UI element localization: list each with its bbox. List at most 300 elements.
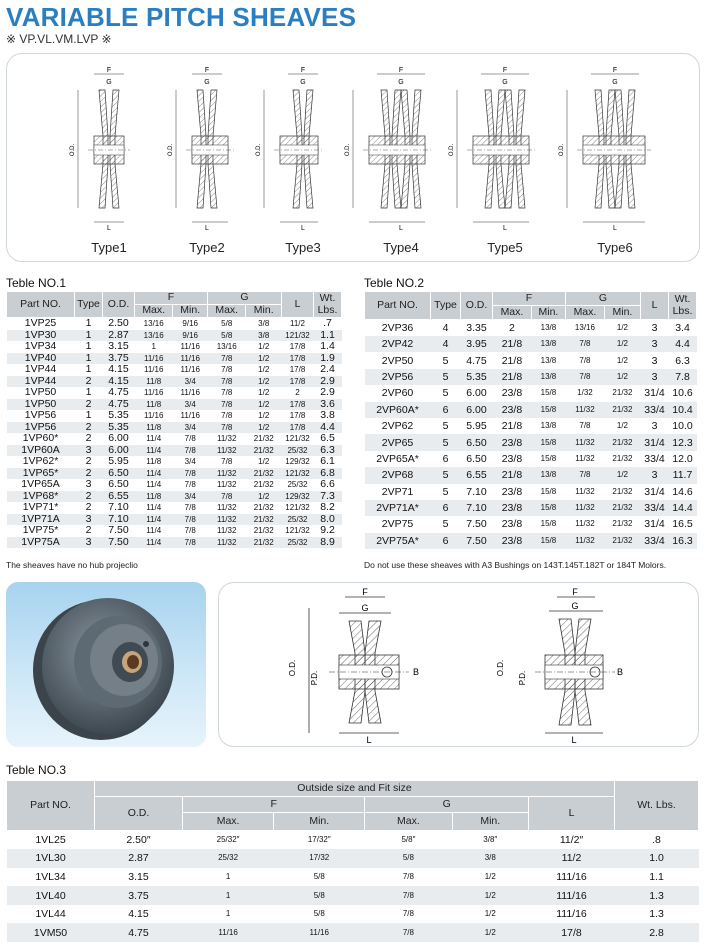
table2-cell: 7/8 bbox=[566, 418, 605, 434]
table1-cell: 6.50 bbox=[103, 468, 135, 480]
table1-cell: 7/8 bbox=[173, 468, 208, 480]
table3-cell: 111/16 bbox=[529, 886, 615, 905]
table2-cell: 21/8 bbox=[493, 352, 532, 368]
table2-cell: 21/8 bbox=[493, 369, 532, 385]
table1-cell: 1 bbox=[75, 364, 103, 376]
table2-header-wt: Wt. Lbs. bbox=[669, 292, 697, 320]
table2-header-f-min: Min. bbox=[531, 306, 565, 320]
svg-text:G: G bbox=[398, 79, 404, 86]
table2-cell: 15/8 bbox=[531, 484, 565, 500]
table3-cell: 7/8 bbox=[365, 886, 452, 905]
table2-cell: 33/4 bbox=[641, 451, 669, 467]
table3-cell: .8 bbox=[615, 831, 699, 850]
table1-cell: 1 bbox=[135, 341, 173, 353]
table2-row bbox=[365, 320, 697, 337]
table1-cell: 1VP50 bbox=[7, 399, 75, 411]
table2-cell: 7.10 bbox=[461, 500, 493, 516]
table2-cell: 15/8 bbox=[531, 451, 565, 467]
table3-header-g-max: Max. bbox=[365, 813, 452, 831]
table2-cell: 10.6 bbox=[669, 385, 697, 401]
table2-cell: 7.8 bbox=[669, 369, 697, 385]
table1-cell: 13/16 bbox=[208, 341, 246, 353]
table2-cell: 3 bbox=[641, 418, 669, 434]
table1-cell: 17/8 bbox=[282, 410, 314, 422]
table3-cell: 3/8 bbox=[452, 849, 528, 868]
table1-row bbox=[7, 433, 342, 445]
table2-cell: 11/32 bbox=[566, 516, 605, 532]
table1-cell: 11/4 bbox=[135, 537, 173, 549]
svg-text:G: G bbox=[300, 79, 306, 86]
table2-cell: 2VP60A* bbox=[365, 402, 431, 418]
table1-header-g: G bbox=[208, 292, 282, 305]
table2-cell: 23/8 bbox=[493, 533, 532, 549]
table2-row bbox=[365, 484, 697, 500]
table2-cell: 1/2 bbox=[604, 369, 640, 385]
table1-cell: 17/8 bbox=[282, 364, 314, 376]
table3-header-l: L bbox=[529, 797, 615, 831]
table2-cell: 14.4 bbox=[669, 500, 697, 516]
table1-row bbox=[7, 353, 342, 365]
table1-cell: 21/32 bbox=[246, 479, 282, 491]
table2-cell: 6.00 bbox=[461, 385, 493, 401]
table1-header-g-max: Max. bbox=[208, 305, 246, 318]
table2-cell: 5 bbox=[431, 434, 461, 450]
table1-cell: 1VP56 bbox=[7, 410, 75, 422]
table3-cell: 1/2 bbox=[452, 905, 528, 924]
table2-cell: 6 bbox=[431, 533, 461, 549]
table2-cell: 5 bbox=[431, 467, 461, 483]
table2-cell: 23/8 bbox=[493, 385, 532, 401]
svg-text:F: F bbox=[398, 67, 404, 74]
table1-cell: 1/2 bbox=[246, 491, 282, 503]
table1-cell: 11/8 bbox=[135, 399, 173, 411]
type-drawing-svg bbox=[345, 58, 451, 238]
type-drawing-svg bbox=[253, 58, 353, 238]
table1-cell: 11/16 bbox=[135, 353, 173, 365]
table1-cell: 3/8 bbox=[246, 318, 282, 330]
table2-cell: 1/32 bbox=[566, 385, 605, 401]
table3-cell: 1/2 bbox=[452, 868, 528, 887]
table3-cell: 1VL40 bbox=[7, 886, 95, 905]
table1-cell: 1VP44 bbox=[7, 376, 75, 388]
table2 bbox=[364, 291, 697, 549]
page-subtitle: ※ VP.VL.VM.LVP ※ bbox=[6, 32, 112, 46]
table1-cell: 17/8 bbox=[282, 376, 314, 388]
table1-cell: 11/16 bbox=[173, 353, 208, 365]
table1-cell: 4.15 bbox=[103, 364, 135, 376]
sec2-pd-label: P.D. bbox=[518, 670, 527, 686]
table2-cell: 2VP65A* bbox=[365, 451, 431, 467]
table2-cell: 15/8 bbox=[531, 516, 565, 532]
table1-cell: 21/32 bbox=[246, 525, 282, 537]
table2-cell: 11/32 bbox=[566, 451, 605, 467]
table1-cell: 11/32 bbox=[208, 445, 246, 457]
table2-header-f-max: Max. bbox=[493, 306, 532, 320]
table2-cell: 10.0 bbox=[669, 418, 697, 434]
table1-cell: 1VP60A bbox=[7, 445, 75, 457]
table1-cell: 1/2 bbox=[246, 364, 282, 376]
table3-header-f-min: Min. bbox=[274, 813, 365, 831]
table1-cell: 11/16 bbox=[135, 410, 173, 422]
svg-text:G: G bbox=[204, 79, 210, 86]
svg-text:L: L bbox=[107, 225, 111, 232]
table3-cell: 11/16 bbox=[183, 923, 274, 942]
table2-cell: 2VP68 bbox=[365, 467, 431, 483]
svg-text:G: G bbox=[502, 79, 508, 86]
table1-cell: 4.4 bbox=[314, 422, 342, 434]
table2-cell: 21/32 bbox=[604, 500, 640, 516]
table1-cell: 11/16 bbox=[173, 364, 208, 376]
table2-cell: 11.7 bbox=[669, 467, 697, 483]
table3-cell: 4.75 bbox=[95, 923, 183, 942]
table1-cell: 7/8 bbox=[208, 456, 246, 468]
table1-cell: 21/32 bbox=[246, 514, 282, 526]
table3-cell: 1VM50 bbox=[7, 923, 95, 942]
svg-text:L: L bbox=[301, 225, 305, 232]
table2-cell: 1/2 bbox=[604, 418, 640, 434]
table2-cell: 10.4 bbox=[669, 402, 697, 418]
table2-cell: 7.10 bbox=[461, 484, 493, 500]
table2-cell: 2VP62 bbox=[365, 418, 431, 434]
table2-cell: 33/4 bbox=[641, 533, 669, 549]
table2-cell: 23/8 bbox=[493, 500, 532, 516]
table3-cell: 1.0 bbox=[615, 849, 699, 868]
table2-row bbox=[365, 352, 697, 368]
table1-cell: 3/4 bbox=[173, 399, 208, 411]
table3-row bbox=[7, 923, 699, 942]
table1-cell: 2 bbox=[75, 422, 103, 434]
table1-cell: 4.15 bbox=[103, 376, 135, 388]
table1-cell: 3 bbox=[75, 537, 103, 549]
table1-cell: 3/4 bbox=[173, 376, 208, 388]
sheave-photo-image bbox=[6, 582, 206, 747]
svg-text:O.D.: O.D. bbox=[345, 143, 351, 157]
table1-cell: 1VP40 bbox=[7, 353, 75, 365]
table1-cell: 9.2 bbox=[314, 525, 342, 537]
svg-text:F: F bbox=[204, 67, 210, 74]
svg-text:O.D.: O.D. bbox=[256, 143, 262, 157]
table1-cell: 5.35 bbox=[103, 410, 135, 422]
table1-cell: 1 bbox=[75, 410, 103, 422]
type-label: Type2 bbox=[189, 240, 225, 255]
sheave-types-panel bbox=[6, 53, 700, 262]
table1-row bbox=[7, 376, 342, 388]
table1-cell: 129/32 bbox=[282, 491, 314, 503]
table2-cell: 7/8 bbox=[566, 467, 605, 483]
table2-row bbox=[365, 418, 697, 434]
table1-cell: 1.4 bbox=[314, 341, 342, 353]
table1-note: The sheaves have no hub projeclio bbox=[6, 560, 138, 570]
type-drawing bbox=[253, 58, 353, 258]
table1-caption: Teble NO.1 bbox=[6, 276, 67, 290]
table2-cell: 5.35 bbox=[461, 369, 493, 385]
table1-cell: 11/4 bbox=[135, 433, 173, 445]
table2-header-type: Type bbox=[431, 292, 461, 320]
table3-cell: 17/8 bbox=[529, 923, 615, 942]
table3-cell: 17/32 bbox=[274, 849, 365, 868]
sec2-od-label: O.D. bbox=[496, 659, 505, 677]
table2-cell: 3 bbox=[641, 352, 669, 368]
table1-cell: 6.3 bbox=[314, 445, 342, 457]
table3-cell: 1VL30 bbox=[7, 849, 95, 868]
table2-cell: 23/8 bbox=[493, 434, 532, 450]
table3-cell: 4.15 bbox=[95, 905, 183, 924]
table1-cell: 1VP75* bbox=[7, 525, 75, 537]
section-drawings-panel bbox=[218, 582, 699, 747]
sec1-od-label: O.D. bbox=[288, 659, 297, 677]
table2-cell: 11/32 bbox=[566, 484, 605, 500]
table2-header-l: L bbox=[641, 292, 669, 320]
table1-cell: 3/4 bbox=[173, 422, 208, 434]
table1-cell: 3/4 bbox=[173, 491, 208, 503]
table1-cell: 11/32 bbox=[208, 502, 246, 514]
table1-row bbox=[7, 330, 342, 342]
table1-cell: 3.8 bbox=[314, 410, 342, 422]
table3-cell: 3/8″ bbox=[452, 831, 528, 850]
table1-cell: 2 bbox=[75, 502, 103, 514]
table1-row bbox=[7, 341, 342, 353]
sec1-b-label: B bbox=[413, 667, 420, 677]
table2-cell: 3.35 bbox=[461, 320, 493, 337]
table1-row bbox=[7, 364, 342, 376]
table2-cell: 21/32 bbox=[604, 434, 640, 450]
table2-cell: 5.95 bbox=[461, 418, 493, 434]
table1-header-f-max: Max. bbox=[135, 305, 173, 318]
table1-cell: 21/32 bbox=[246, 468, 282, 480]
table1-cell: 7/8 bbox=[208, 399, 246, 411]
table2-cell: 6 bbox=[431, 500, 461, 516]
table3-cell: 1VL25 bbox=[7, 831, 95, 850]
table3-header-outside: Outside size and Fit size bbox=[95, 781, 615, 797]
table1-cell: 121/32 bbox=[282, 525, 314, 537]
type-label: Type3 bbox=[285, 240, 321, 255]
table1-cell: 7/8 bbox=[173, 445, 208, 457]
table1-cell: 121/32 bbox=[282, 468, 314, 480]
table2-row bbox=[365, 516, 697, 532]
table1-cell: 2.87 bbox=[103, 330, 135, 342]
table1-cell: 11/16 bbox=[135, 364, 173, 376]
table2-cell: 12.0 bbox=[669, 451, 697, 467]
table1-cell: 25/32 bbox=[282, 514, 314, 526]
table1-cell: 11/8 bbox=[135, 491, 173, 503]
table1-cell: 7/8 bbox=[208, 364, 246, 376]
type-label: Type6 bbox=[597, 240, 633, 255]
table1-cell: 11/8 bbox=[135, 456, 173, 468]
table3-row bbox=[7, 886, 699, 905]
table2-cell: 21/8 bbox=[493, 336, 532, 352]
table1-row bbox=[7, 456, 342, 468]
table3-cell: 111/16 bbox=[529, 868, 615, 887]
table1-cell: 121/32 bbox=[282, 433, 314, 445]
table1-cell: 2 bbox=[75, 491, 103, 503]
table2-cell: 2 bbox=[493, 320, 532, 337]
table3-row bbox=[7, 849, 699, 868]
table2-cell: 6 bbox=[431, 402, 461, 418]
table2-cell: 5 bbox=[431, 385, 461, 401]
table1-cell: 6.50 bbox=[103, 479, 135, 491]
table3-cell: 1.3 bbox=[615, 905, 699, 924]
table1-cell: 13/16 bbox=[135, 330, 173, 342]
table1-cell: 6.1 bbox=[314, 456, 342, 468]
table3-cell: 1/2 bbox=[452, 886, 528, 905]
svg-text:F: F bbox=[300, 67, 306, 74]
table1-header-f: F bbox=[135, 292, 208, 305]
table2-header-g: G bbox=[566, 292, 641, 306]
table2-cell: 3.95 bbox=[461, 336, 493, 352]
type-drawing bbox=[59, 58, 159, 258]
table1-cell: 6.5 bbox=[314, 433, 342, 445]
table1-cell: 1VP30 bbox=[7, 330, 75, 342]
table3-header-f: F bbox=[183, 797, 365, 813]
table2-cell: 1/2 bbox=[604, 320, 640, 337]
table3-cell: 2.50″ bbox=[95, 831, 183, 850]
table2-cell: 23/8 bbox=[493, 402, 532, 418]
table1-cell: 2 bbox=[75, 399, 103, 411]
table2-cell: 2VP50 bbox=[365, 352, 431, 368]
table2-cell: 13/8 bbox=[531, 352, 565, 368]
table2-row bbox=[365, 500, 697, 516]
table2-cell: 7/8 bbox=[566, 352, 605, 368]
table2-cell: 6.50 bbox=[461, 451, 493, 467]
table2-cell: 16.5 bbox=[669, 516, 697, 532]
table2-cell: 6.55 bbox=[461, 467, 493, 483]
table3-cell: 1/2 bbox=[452, 923, 528, 942]
table2-cell: 12.3 bbox=[669, 434, 697, 450]
table2-header-part: Part NO. bbox=[365, 292, 431, 320]
table1-cell: 11/4 bbox=[135, 514, 173, 526]
table1-cell: 7/8 bbox=[208, 422, 246, 434]
table1-cell: 1VP50 bbox=[7, 387, 75, 399]
table2-cell: 14.6 bbox=[669, 484, 697, 500]
sec2-b-label: B bbox=[617, 667, 624, 677]
table2-cell: 3 bbox=[641, 369, 669, 385]
table2-cell: 21/8 bbox=[493, 418, 532, 434]
table2-cell: 5 bbox=[431, 516, 461, 532]
table1-cell: 7/8 bbox=[208, 387, 246, 399]
table1-cell: 17/8 bbox=[282, 422, 314, 434]
svg-text:O.D.: O.D. bbox=[168, 143, 174, 157]
table1-cell: 25/32 bbox=[282, 445, 314, 457]
table3-cell: 7/8 bbox=[365, 923, 452, 942]
table1-cell: 9/16 bbox=[173, 318, 208, 330]
table1-cell: .7 bbox=[314, 318, 342, 330]
table1-header-l: L bbox=[282, 292, 314, 318]
table2-cell: 2VP60 bbox=[365, 385, 431, 401]
table3-cell: 5/8 bbox=[365, 849, 452, 868]
table1-cell: 7.50 bbox=[103, 525, 135, 537]
table2-cell: 2VP56 bbox=[365, 369, 431, 385]
table2-cell: 4 bbox=[431, 320, 461, 337]
table2-cell: 4.75 bbox=[461, 352, 493, 368]
table1-row bbox=[7, 479, 342, 491]
table1-header-od: O.D. bbox=[103, 292, 135, 318]
table2-cell: 21/32 bbox=[604, 385, 640, 401]
table1-cell: 6.55 bbox=[103, 491, 135, 503]
table2-cell: 7/8 bbox=[566, 369, 605, 385]
table1-cell: 11/32 bbox=[208, 433, 246, 445]
table1-cell: 8.9 bbox=[314, 537, 342, 549]
table2-row bbox=[365, 336, 697, 352]
svg-text:F: F bbox=[502, 67, 508, 74]
table1-cell: 11/16 bbox=[135, 387, 173, 399]
table3-cell: 111/16 bbox=[529, 905, 615, 924]
table2-cell: 2VP42 bbox=[365, 336, 431, 352]
table1-cell: 25/32 bbox=[282, 479, 314, 491]
table1 bbox=[6, 291, 342, 548]
type-drawing bbox=[559, 58, 665, 258]
table2-row bbox=[365, 385, 697, 401]
table1-cell: 9/16 bbox=[173, 330, 208, 342]
table1-cell: 1VP65* bbox=[7, 468, 75, 480]
table3-cell: 2.87 bbox=[95, 849, 183, 868]
table2-cell: 15/8 bbox=[531, 533, 565, 549]
table3-cell: 2.8 bbox=[615, 923, 699, 942]
table3-cell: 1VL44 bbox=[7, 905, 95, 924]
table1-cell: 11/32 bbox=[208, 479, 246, 491]
table2-cell: 11/32 bbox=[566, 434, 605, 450]
table1-cell: 5.95 bbox=[103, 456, 135, 468]
table1-cell: 11/4 bbox=[135, 479, 173, 491]
table3-cell: 17/32″ bbox=[274, 831, 365, 850]
table2-cell: 4.4 bbox=[669, 336, 697, 352]
table3-cell: 11/16 bbox=[274, 923, 365, 942]
svg-text:O.D.: O.D. bbox=[449, 143, 455, 157]
table2-cell: 3 bbox=[641, 336, 669, 352]
table1-cell: 7.3 bbox=[314, 491, 342, 503]
table1-cell: 7.10 bbox=[103, 514, 135, 526]
table1-cell: 1VP65A bbox=[7, 479, 75, 491]
sec2-l-label: L bbox=[571, 735, 577, 745]
table3-cell: 1 bbox=[183, 886, 274, 905]
table2-cell: 21/32 bbox=[604, 516, 640, 532]
table1-cell: 1VP34 bbox=[7, 341, 75, 353]
table1-header-wt: Wt. Lbs. bbox=[314, 292, 342, 318]
table3-header-g: G bbox=[365, 797, 529, 813]
table1-header-part: Part NO. bbox=[7, 292, 75, 318]
type-drawing-svg bbox=[59, 58, 159, 238]
type-drawing-svg bbox=[449, 58, 555, 238]
table1-cell: 1.9 bbox=[314, 353, 342, 365]
table2-cell: 6.00 bbox=[461, 402, 493, 418]
table1-cell: 7/8 bbox=[173, 525, 208, 537]
table1-cell: 1VP44 bbox=[7, 364, 75, 376]
table1-cell: 11/2 bbox=[282, 318, 314, 330]
table2-cell: 2VP71A* bbox=[365, 500, 431, 516]
table2-cell: 31/4 bbox=[641, 434, 669, 450]
table2-cell: 13/8 bbox=[531, 320, 565, 337]
sec2-g-label: G bbox=[571, 601, 579, 611]
table2-row bbox=[365, 451, 697, 467]
table3-cell: 5/8 bbox=[274, 868, 365, 887]
table1-cell: 11/4 bbox=[135, 525, 173, 537]
type-label: Type5 bbox=[487, 240, 523, 255]
table2-cell: 23/8 bbox=[493, 516, 532, 532]
table1-cell: 7/8 bbox=[173, 479, 208, 491]
table1-cell: 7/8 bbox=[208, 376, 246, 388]
table1-header-type: Type bbox=[75, 292, 103, 318]
table1-cell: 11/32 bbox=[208, 525, 246, 537]
table2-cell: 15/8 bbox=[531, 500, 565, 516]
table1-cell: 5/8 bbox=[208, 318, 246, 330]
table1-cell: 1VP60* bbox=[7, 433, 75, 445]
svg-text:F: F bbox=[106, 67, 112, 74]
table2-cell: 21/32 bbox=[604, 484, 640, 500]
table1-cell: 3.6 bbox=[314, 399, 342, 411]
table1-row bbox=[7, 399, 342, 411]
table1-row bbox=[7, 318, 342, 330]
table1-cell: 2 bbox=[75, 456, 103, 468]
svg-text:G: G bbox=[106, 79, 112, 86]
